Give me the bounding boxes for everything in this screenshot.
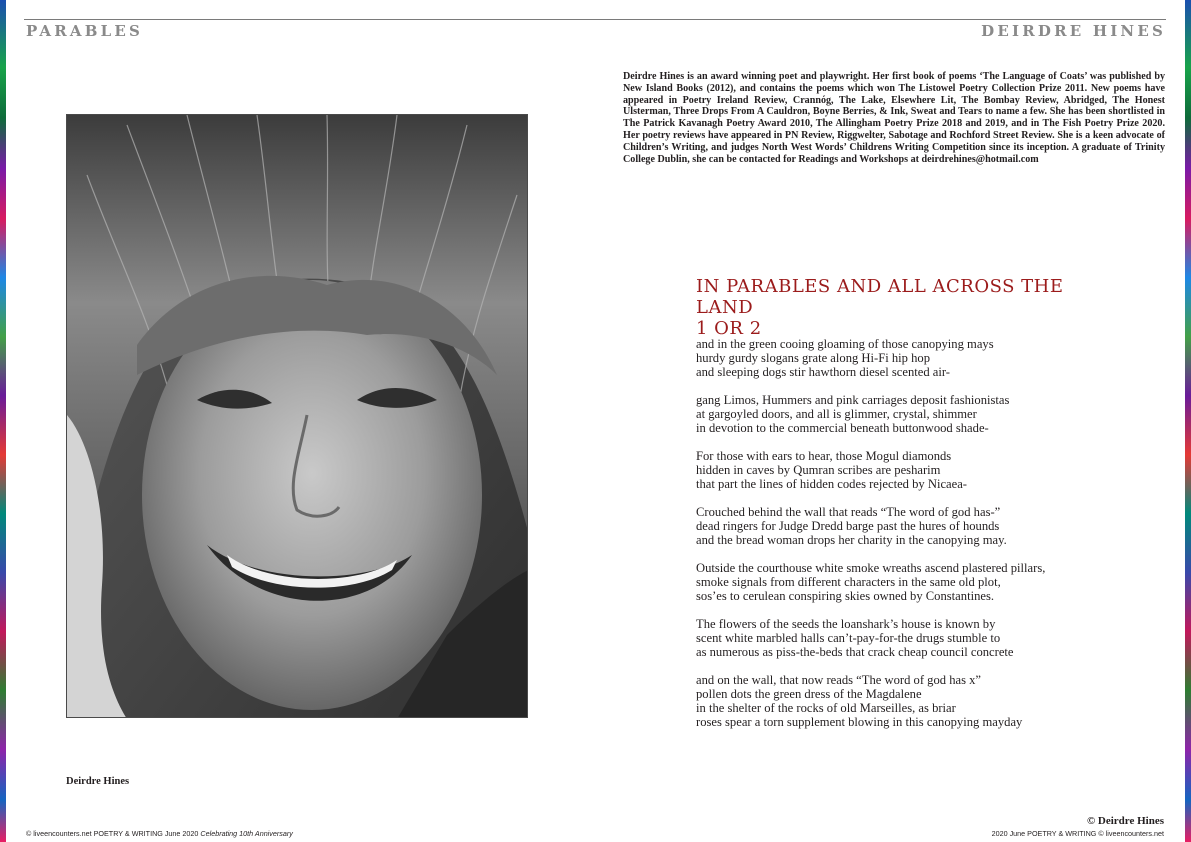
poem-line: and the bread woman drops her charity in the canopying may. bbox=[696, 533, 1007, 547]
header-rule bbox=[24, 19, 1166, 20]
poem-line: Outside the courthouse white smoke wreaths ascend plastered pillars, bbox=[696, 561, 1046, 575]
poem-line: Crouched behind the wall that reads “The word of god has-” bbox=[696, 505, 1001, 519]
poem-title-line: IN PARABLES AND ALL ACROSS THE LAND bbox=[696, 276, 1064, 318]
poem-line: and sleeping dogs stir hawthorn diesel scented air- bbox=[696, 365, 951, 379]
poem-stanza bbox=[696, 561, 1116, 603]
poem-stanza bbox=[696, 449, 1116, 491]
poem-line: pollen dots the green dress of the Magdalene bbox=[696, 687, 922, 701]
footer-anniversary-text: Celebrating 10th Anniversary bbox=[200, 829, 293, 838]
poem-line: and in the green cooing gloaming of those canopying mays bbox=[696, 337, 994, 351]
decorative-edge-right bbox=[1185, 0, 1191, 842]
poem-line: sos’es to cerulean conspiring skies owned by Constantines. bbox=[696, 589, 995, 603]
poem-line: For those with ears to hear, those Mogul diamonds bbox=[696, 449, 952, 463]
poem-stanza bbox=[696, 673, 1116, 729]
running-header-author: DEIRDRE HINES bbox=[981, 22, 1166, 40]
poem-body bbox=[696, 337, 1116, 743]
poem-line: roses spear a torn supplement blowing in this canopying mayday bbox=[696, 715, 1023, 729]
footer-left bbox=[26, 829, 293, 838]
author-portrait bbox=[66, 114, 528, 718]
poem-line: hurdy gurdy slogans grate along Hi-Fi hip hop bbox=[696, 351, 931, 365]
poem-line: in the shelter of the rocks of old Marseilles, as briar bbox=[696, 701, 956, 715]
poem-stanza bbox=[696, 617, 1116, 659]
poem-line: gang Limos, Hummers and pink carriages deposit fashionistas bbox=[696, 393, 1010, 407]
poem-line: dead ringers for Judge Dredd barge past the hures of hounds bbox=[696, 519, 1000, 533]
poem-line: as numerous as piss-the-beds that crack cheap council concrete bbox=[696, 645, 1014, 659]
author-bio: Deirdre Hines is an award winning poet and playwright. Her first book of poems ‘The Language of Coats’ was published by New Island Books (2012), and contains the poems which won The Listowel Poetry Collection Prize 2011. New poems have appeared in Poetry Ireland Review, Crannóg, The Lake, Elsewhere Lit, The Bombay Review, Abridged, The Honest Ulsterman, Three Drops From A Cauldron, Boyne Berries, & Ink, Sweat and Tears to name a few. She has been shortlisted in The Patrick Kavanagh Poetry Award 2010, The Allingham Poetry Prize 2018 and 2019, and in The Fish Poetry Prize 2020. Her poetry reviews have appeared in PN Review, Riggwelter, Sabotage and Rochford Street Review. She is a keen advocate of Children’s Writing, and judges North West Words’ Childrens Writing Competition since its inception. A graduate of Trinity College Dublin, she can be contacted for Readings and Workshops at deirdrehines@hotmail.com bbox=[623, 71, 1165, 165]
author-copyright: © Deirdre Hines bbox=[1086, 815, 1164, 827]
poem-title bbox=[696, 276, 1116, 339]
poem-title-line: 1 OR 2 bbox=[696, 318, 762, 339]
poem-stanza bbox=[696, 505, 1116, 547]
poem-line: hidden in caves by Qumran scribes are pesharim bbox=[696, 463, 941, 477]
footer-left-text: © liveencounters.net POETRY & WRITING June 2020 bbox=[26, 829, 201, 838]
poem-stanza bbox=[696, 393, 1116, 435]
poem-line: at gargoyled doors, and all is glimmer, crystal, shimmer bbox=[696, 407, 977, 421]
poem-stanza bbox=[696, 337, 1116, 379]
portrait-photo-image bbox=[67, 115, 528, 718]
poem-line: scent white marbled halls can’t-pay-for-the drugs stumble to bbox=[696, 631, 1001, 645]
photo-caption: Deirdre Hines bbox=[66, 776, 130, 787]
footer-right: 2020 June POETRY & WRITING © liveencounters.net bbox=[991, 829, 1164, 838]
poem-line: and on the wall, that now reads “The word of god has x” bbox=[696, 673, 982, 687]
poem-line: smoke signals from different characters in the same old plot, bbox=[696, 575, 1001, 589]
running-header-section: PARABLES bbox=[26, 22, 144, 40]
poem-line: The flowers of the seeds the loanshark’s house is known by bbox=[696, 617, 996, 631]
poem-line: in devotion to the commercial beneath buttonwood shade- bbox=[696, 421, 989, 435]
decorative-edge-left bbox=[0, 0, 6, 842]
poem-line: that part the lines of hidden codes rejected by Nicaea- bbox=[696, 477, 967, 491]
